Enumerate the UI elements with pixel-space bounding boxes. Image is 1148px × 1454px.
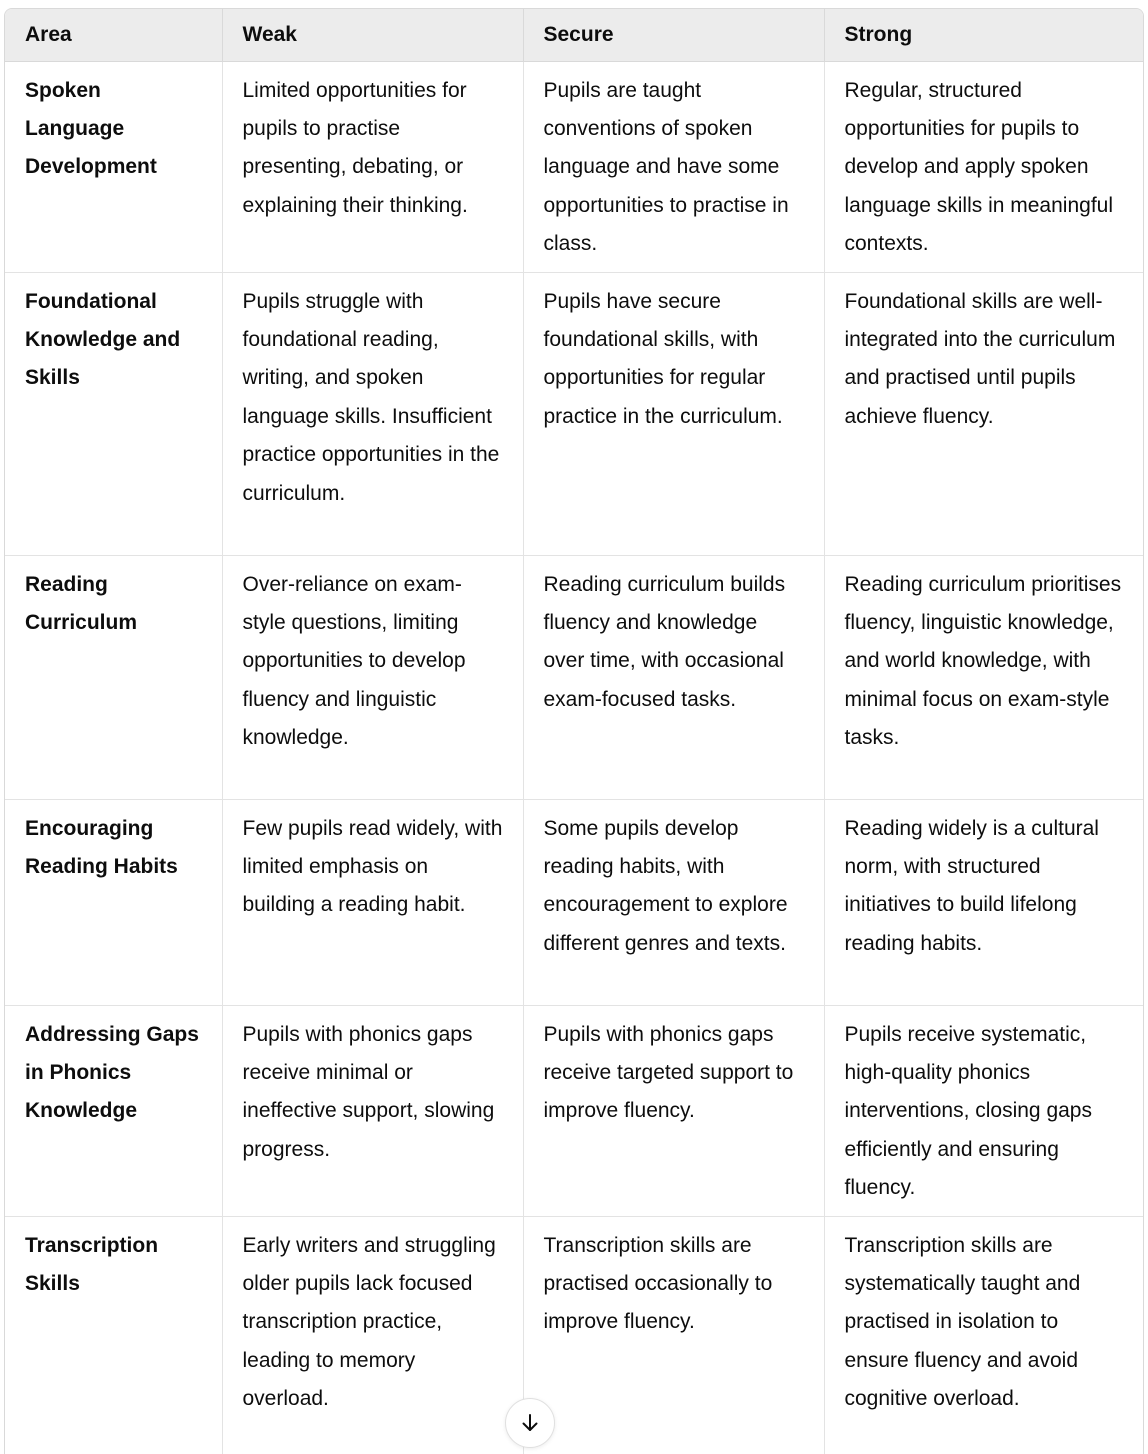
header-cell-weak: Weak [222, 9, 523, 61]
header-cell-secure: Secure [523, 9, 824, 61]
cell-weak: Early writers and struggling older pupils lack focused transcription practice, leading to memory overload. [222, 1216, 523, 1454]
cell-strong: Regular, structured opportunities for pupils to develop and apply spoken language skills in meaningful contexts. [824, 61, 1143, 272]
cell-strong: Reading widely is a cultural norm, with structured initiatives to build lifelong reading habits. [824, 799, 1143, 1005]
cell-strong: Transcription skills are systematically taught and practised in isolation to ensure fluency and avoid cognitive overload. [824, 1216, 1143, 1454]
cell-area: Reading Curriculum [5, 555, 222, 799]
arrow-down-icon [518, 1411, 542, 1435]
cell-strong: Reading curriculum prioritises fluency, linguistic knowledge, and world knowledge, with minimal focus on exam-style tasks. [824, 555, 1143, 799]
scroll-to-bottom-button[interactable] [505, 1398, 555, 1448]
cell-secure: Some pupils develop reading habits, with encouragement to explore different genres and texts. [523, 799, 824, 1005]
cell-secure: Reading curriculum builds fluency and knowledge over time, with occasional exam-focused tasks. [523, 555, 824, 799]
table-row [5, 61, 1143, 272]
table-body [5, 61, 1143, 1454]
cell-weak: Few pupils read widely, with limited emphasis on building a reading habit. [222, 799, 523, 1005]
cell-area: Foundational Knowledge and Skills [5, 272, 222, 555]
cell-area: Encouraging Reading Habits [5, 799, 222, 1005]
cell-secure: Pupils have secure foundational skills, with opportunities for regular practice in the curriculum. [523, 272, 824, 555]
table-row [5, 1216, 1143, 1454]
cell-strong: Foundational skills are well-integrated into the curriculum and practised until pupils achieve fluency. [824, 272, 1143, 555]
cell-weak: Over-reliance on exam-style questions, limiting opportunities to develop fluency and linguistic knowledge. [222, 555, 523, 799]
table-header [5, 9, 1143, 61]
cell-area: Addressing Gaps in Phonics Knowledge [5, 1005, 222, 1216]
cell-secure: Pupils with phonics gaps receive targeted support to improve fluency. [523, 1005, 824, 1216]
cell-area: Transcription Skills [5, 1216, 222, 1454]
comparison-table [5, 9, 1143, 1454]
cell-area: Spoken Language Development [25, 78, 157, 179]
header-cell-area: Area [5, 9, 222, 61]
table-row [5, 272, 1143, 555]
comparison-table-container [4, 8, 1144, 1454]
table-row [5, 555, 1143, 799]
cell-secure: Transcription skills are practised occasionally to improve fluency. [523, 1216, 824, 1454]
header-cell-strong: Strong [824, 9, 1143, 61]
cell-weak: Pupils struggle with foundational reading, writing, and spoken language skills. Insufficient practice opportunities in the curriculum. [222, 272, 523, 555]
cell-secure: Pupils are taught conventions of spoken language and have some opportunities to practise in class. [523, 61, 824, 272]
cell-strong: Pupils receive systematic, high-quality phonics interventions, closing gaps efficiently and ensuring fluency. [824, 1005, 1143, 1216]
cell-weak: Limited opportunities for pupils to practise presenting, debating, or explaining their thinking. [222, 61, 523, 272]
cell-weak: Pupils with phonics gaps receive minimal or ineffective support, slowing progress. [222, 1005, 523, 1216]
table-row [5, 799, 1143, 1005]
table-header-row [5, 9, 1143, 61]
table-row [5, 1005, 1143, 1216]
